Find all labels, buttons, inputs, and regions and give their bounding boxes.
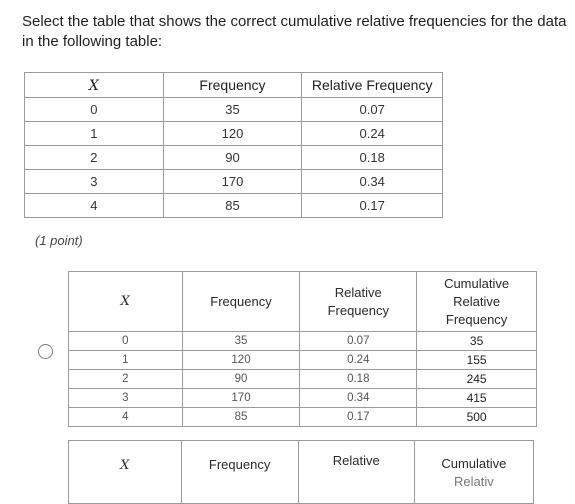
cell-x: 3: [25, 170, 164, 194]
cell-cumulative: 415: [417, 389, 537, 408]
table-row: [69, 332, 537, 351]
cell-relative-frequency: 0.34: [302, 170, 443, 194]
option2-header-row: [69, 441, 534, 504]
point-value: (1 point): [35, 233, 83, 248]
cell-cumulative: 35: [417, 332, 537, 351]
cell-x: 3: [69, 389, 183, 408]
table-row: [69, 351, 537, 370]
header-relative-frequency: Relative Frequency: [302, 73, 443, 98]
table-row: [25, 146, 443, 170]
header-cumulative: Cumulative Relativ: [414, 441, 533, 504]
answer-option-2-table[interactable]: [68, 440, 534, 504]
table-row: [25, 122, 443, 146]
option1-header-row: [69, 272, 537, 332]
header-relative: Relative: [298, 441, 414, 504]
cell-relative-frequency: 0.07: [302, 98, 443, 122]
cell-frequency: 120: [182, 351, 300, 370]
header-x: X: [25, 73, 164, 98]
cell-x: 2: [69, 370, 183, 389]
cell-x: 2: [25, 146, 164, 170]
cell-relative-frequency: 0.18: [300, 370, 417, 389]
cell-relative-frequency: 0.24: [302, 122, 443, 146]
cell-frequency: 35: [182, 332, 300, 351]
cell-frequency: 35: [163, 98, 302, 122]
cell-relative-frequency: 0.17: [302, 194, 443, 218]
cell-x: 4: [69, 408, 183, 427]
cell-x: 1: [69, 351, 183, 370]
cell-frequency: 120: [163, 122, 302, 146]
cell-relative-frequency: 0.18: [302, 146, 443, 170]
cell-relative-frequency: 0.34: [300, 389, 417, 408]
cell-frequency: 85: [163, 194, 302, 218]
cell-x: 0: [25, 98, 164, 122]
header-frequency: Frequency: [163, 73, 302, 98]
cell-x: 0: [69, 332, 183, 351]
table-row: [69, 408, 537, 427]
header-cumulative-relative-frequency: Cumulative Relative Frequency: [417, 272, 537, 332]
header-relative-frequency: Relative Frequency: [300, 272, 417, 332]
table-row: [25, 194, 443, 218]
table-row: [25, 98, 443, 122]
source-table-header-row: [25, 73, 443, 98]
question-text: Select the table that shows the correct cumulative relative frequencies for the data in the following table:: [22, 13, 567, 50]
header-x: X: [69, 272, 183, 332]
cell-x: 1: [25, 122, 164, 146]
source-data-table: [24, 72, 443, 218]
cell-frequency: 90: [182, 370, 300, 389]
header-frequency: Frequency: [182, 272, 300, 332]
cell-frequency: 85: [182, 408, 300, 427]
table-row: [69, 370, 537, 389]
table-row: [69, 389, 537, 408]
answer-option-1-table[interactable]: [68, 271, 537, 427]
cell-frequency: 170: [182, 389, 300, 408]
cell-relative-frequency: 0.17: [300, 408, 417, 427]
cell-frequency: 90: [163, 146, 302, 170]
table-row: [25, 170, 443, 194]
cell-cumulative: 155: [417, 351, 537, 370]
cell-x: 4: [25, 194, 164, 218]
cell-cumulative: 245: [417, 370, 537, 389]
cell-relative-frequency: 0.24: [300, 351, 417, 370]
cell-cumulative: 500: [417, 408, 537, 427]
cell-relative-frequency: 0.07: [300, 332, 417, 351]
header-x: X: [69, 441, 182, 504]
option1-radio-button[interactable]: [38, 344, 53, 359]
cell-frequency: 170: [163, 170, 302, 194]
header-frequency: Frequency: [181, 441, 298, 504]
